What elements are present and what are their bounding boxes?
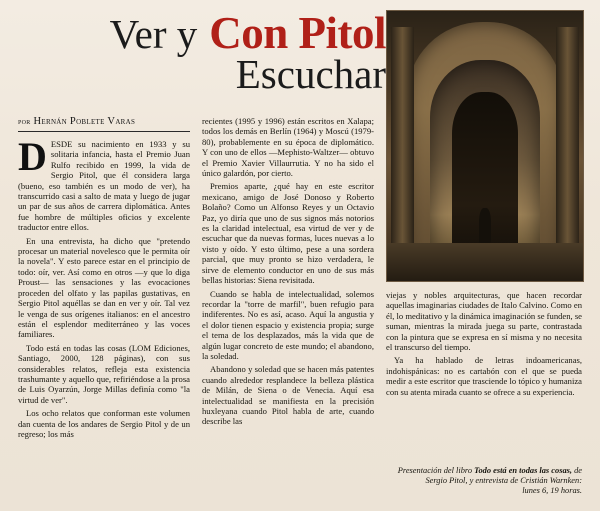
page-headline [26, 8, 386, 97]
paragraph-text: Abandono y soledad que se hacen más patentes cuando alrededor resplandece la belleza plástica de Milán, de Siena o de Venecia. Aquí esa intelectualidad se manifiesta en la precisión huxleyana cuando Pitol habla de arte, cuando describe las [202, 364, 374, 427]
paragraph-text: Premios aparte, ¿qué hay en este escritor mexicano, amigo de José Donoso y Roberto Bolaño? Como un Alfonso Reyes y un Octavio Paz, yo diría que uno de sus signos más notorios es la claridad intelectual, esa virtud de ver y de escuchar que da nuevas formas, luces nuevas a lo visto y oído. Y esto último, pese a una sordera parcial, que muy pronto se hizo verdadera, le sirve de elemento conductor en uno de sus más bellas historias: Siena revisitada. [202, 181, 374, 286]
article-column-1 [18, 134, 190, 499]
paragraph-text: ESDE su nacimiento en 1933 y su solitaria infancia, hasta el Premio Juan Rulfo recibido en 1999, la vida de Sergio Pitol, que él considera larga (bueno, eso también es un modo de ver), ha transcurrido casi a salto de mata y luego de jugar un par de sus años de carrera diplomática. Antes fue hombre de múltiples oficios y excelente traductor entre ellos. [18, 139, 190, 233]
paragraph [386, 355, 582, 397]
caption-line3: lunes 6, 19 horas. [522, 486, 582, 495]
archway-photograph [386, 10, 584, 282]
byline-author: Hernán Poblete Varas [33, 116, 136, 127]
photo-figure [479, 208, 491, 243]
paragraph-text: Ya ha hablado de letras indoamericanas, indohispánicas: no es cartabón con el que se pueda medir a este escritor que trasciende lo tópico y humaniza con su atenta mirada cuanto se ofrece a su experiencia. [386, 355, 582, 397]
paragraph-text: En una entrevista, ha dicho que "pretendo procesar un material novelesco que le permita oír la novela". Y esto parece estar en el principio de todo: oír, ver. Así como en otros —y que lo diga Proust— las sensaciones y las evocaciones proceden del olfato y las papilas gustativas, en Sergio Pitol aquéllas se dan en ver y oír. Tal vez le venga de sus orígenes italianos: en el ancestro están el esplendor mediterráneo y las voces familiares. [18, 235, 190, 340]
caption-line1: Presentación del libro [397, 466, 475, 475]
paragraph-text: viejas y nobles arquitecturas, que hacen recordar aquellas imaginarias ciudades de Italo Calvino. Como en él, lo meditativo y la dinámica imaginación se funden, se suman, mientras la mirada juega su parte, contrastada con la pintura que se expresa en sí misma y no necesita el transcurso del tiempo. [386, 290, 582, 353]
caption-line2: de Sergio Pitol, y entrevista de Cristián Warnken: [425, 466, 582, 485]
headline-line2-black: Escuchar [235, 50, 386, 97]
paragraph [202, 181, 374, 285]
headline-line1-black: Ver y [109, 11, 198, 57]
paragraph [386, 290, 582, 352]
headline-line1-red: Con Pitol [209, 8, 386, 58]
byline [18, 116, 188, 127]
paragraph [18, 408, 190, 439]
byline-rule [18, 131, 190, 132]
caption-book-title: Todo está en todas las cosas, [474, 466, 572, 475]
paragraph [18, 343, 190, 405]
paragraph [202, 116, 374, 178]
paragraph-text: Cuando se habla de intelectualidad, solemos recordar la "torre de marfil", buen refugio para indiferentes. No es así, acaso. Aquí la angustia y el dolor tienen espacio y existencia propia; surge el tema de los desplazados, más la vida que de algún lugar concreto de este mundo; el abandono, la soledad. [202, 288, 374, 361]
paragraph-text: recientes (1995 y 1996) están escritos en Xalapa; todos los demás en Berlín (1964) y Moscú (1979-80), probablemente en su época de diplomático. Y con uno de ellos —Mephisto-Waltzer— obtuvo el Premio Xavier Villaurrutia. Y no ha sido el único galardón, por cierto. [202, 116, 374, 179]
paragraph [202, 289, 374, 362]
article-column-2 [202, 116, 374, 506]
photo-ground [387, 243, 583, 281]
event-caption [386, 466, 582, 496]
paragraph [18, 134, 190, 233]
paragraph-text: Los ocho relatos que conforman este volumen dan cuenta de los andares de Sergio Pitol y de un regreso; los más [18, 408, 190, 439]
paragraph [18, 236, 190, 340]
byline-prefix: por [18, 116, 31, 126]
paragraph-text: Todo está en todas las cosas (LOM Ediciones, Santiago, 2000, 128 páginas), con sus considerables relatos, refleja esta existencia trashumante y aquello que, refiriéndose a la prosa de Luis Oyarzún, Jorge Millas definía como "la virtud de ver". [18, 342, 190, 405]
drop-cap: D [18, 134, 47, 179]
paragraph [202, 364, 374, 426]
